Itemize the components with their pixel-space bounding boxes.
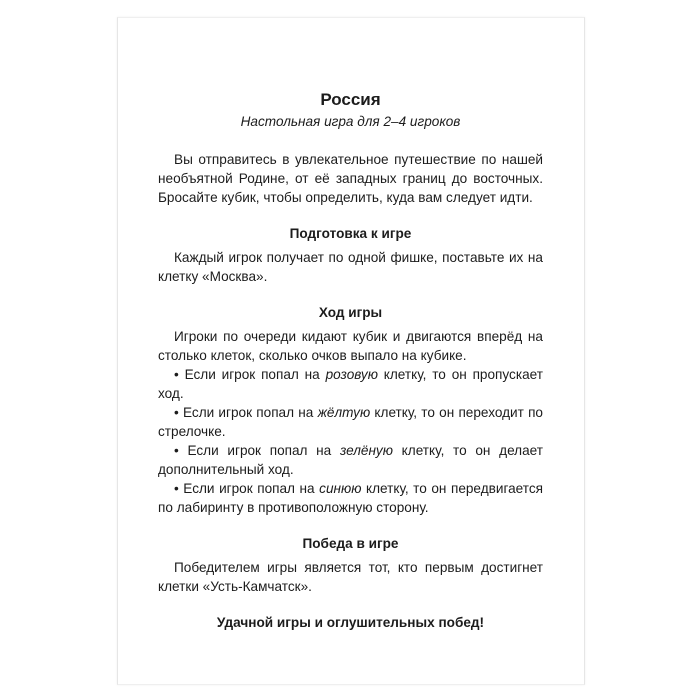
- rules-sheet: [117, 17, 585, 685]
- closing-line: Удачной игры и оглушительных побед!: [216, 615, 485, 630]
- bullet-text-before: • Если игрок попал на: [174, 405, 318, 420]
- page-title: Россия: [320, 90, 381, 109]
- cell-color-blue: синюю: [319, 481, 362, 496]
- bullet-text-before: • Если игрок попал на: [174, 443, 340, 458]
- victory-heading: Победа в игре: [302, 536, 399, 551]
- victory-paragraph: Победителем игры является тот, кто первым достигнет клетки «Усть-Камчатск».: [158, 560, 543, 594]
- setup-paragraph: Каждый игрок получает по одной фишке, поставьте их на клетку «Москва».: [158, 250, 543, 284]
- gameplay-heading: Ход игры: [318, 305, 383, 320]
- rule-bullet-green: [158, 441, 543, 479]
- page-subtitle: Настольная игра для 2–4 игроков: [240, 114, 461, 129]
- bullet-text-before: • Если игрок попал на: [174, 367, 326, 382]
- cell-color-pink: розовую: [325, 367, 378, 382]
- rule-bullet-yellow: [158, 403, 543, 441]
- bullet-text-after: клетку, то он переходит по стрелочке.: [158, 405, 543, 439]
- cell-color-green: зелёную: [339, 443, 393, 458]
- setup-heading: Подготовка к игре: [289, 226, 412, 241]
- bullet-text-after: клетку, то он делает дополнительный ход.: [158, 443, 544, 477]
- rule-bullet-blue: [158, 479, 543, 517]
- cell-color-yellow: жёлтую: [317, 405, 371, 420]
- rule-bullet-pink: [158, 365, 543, 403]
- bullet-text-after: клетку, то он пропускает ход.: [158, 367, 543, 401]
- rules-content: [158, 90, 543, 632]
- gameplay-paragraph: Игроки по очереди кидают кубик и двигаются вперёд на столько клеток, сколько очков выпало на кубике.: [158, 329, 543, 363]
- bullet-text-after: клетку, то он передвигается по лабиринту в противоположную сторону.: [158, 481, 544, 515]
- bullet-text-before: • Если игрок попал на: [174, 481, 320, 496]
- intro-paragraph: Вы отправитесь в увлекательное путешествие по нашей необъятной Родине, от её западных границ до восточных. Бросайте кубик, чтобы определить, куда вам следует идти.: [158, 152, 543, 205]
